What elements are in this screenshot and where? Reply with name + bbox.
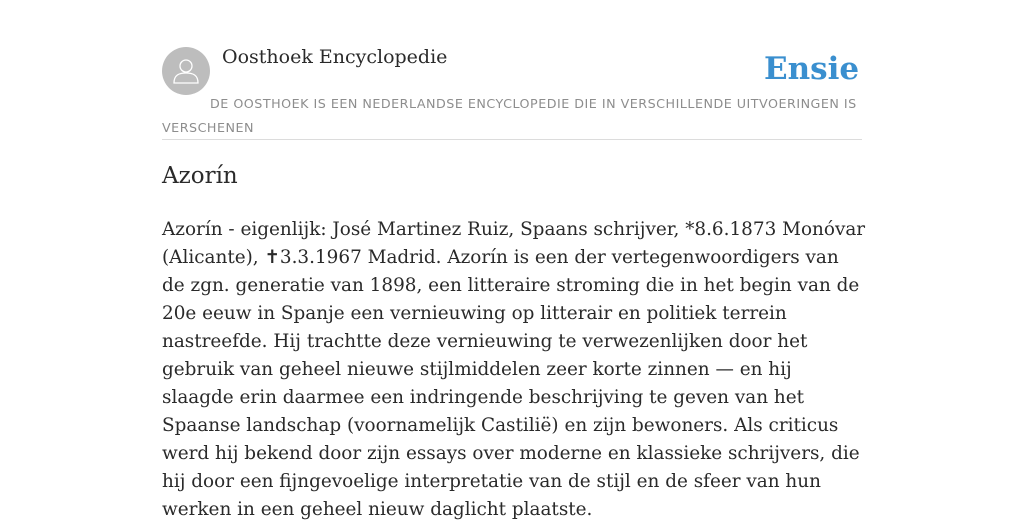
- source-name-link[interactable]: Oosthoek Encyclopedie: [222, 46, 448, 68]
- source-description: DE OOSTHOEK IS EEN NEDERLANDSE ENCYCLOPEDIE DIE IN VERSCHILLENDE UITVOERINGEN IS VERSCHENEN: [162, 96, 857, 135]
- brand-logo[interactable]: Ensie: [764, 51, 860, 87]
- user-silhouette-icon: [162, 47, 210, 95]
- avatar[interactable]: [162, 47, 210, 95]
- article-body: Azorín - eigenlijk: José Martinez Ruiz, Spaans schrijver, *8.6.1873 Monóvar (Alicante), ✝3.3.1967 Madrid. Azorín is een der vertegenwoordigers van de zgn. generatie van 1898, een litteraire stroming die in het begin van de 20e eeuw in Spanje een vernieuwing op litterair en politiek terrein nastreefde. Hij trachtte deze vernieuwing te verwezenlijken door het gebruik van geheel nieuwe stijlmiddelen zeer korte zinnen — en hij slaagde erin daarmee een indringende beschrijving te geven van het Spaanse landschap (voornamelijk Castilië) en zijn bewoners. Als criticus werd hij bekend door zijn essays over moderne en klassieke schrijvers, die hij door een fijngevoelige interpretatie van de stijl en de sfeer van hun werken in een geheel nieuw daglicht plaatste.: [162, 219, 866, 520]
- article-title: Azorín: [162, 163, 238, 189]
- header-divider: [162, 139, 862, 140]
